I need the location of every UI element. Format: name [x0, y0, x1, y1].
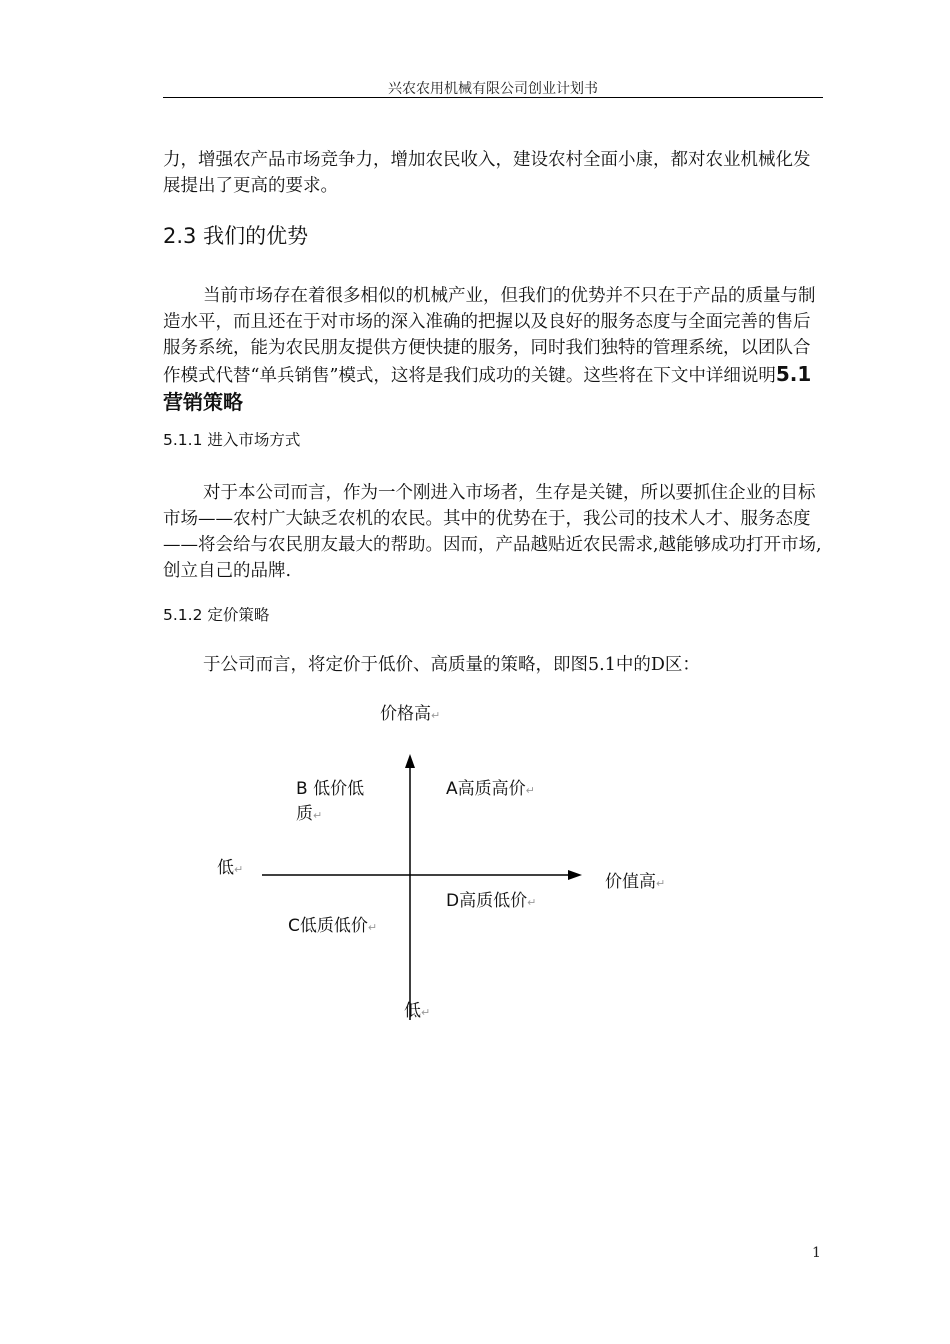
axis-label-left: 低↵ — [217, 858, 244, 878]
axis-label-right: 价值高↵ — [605, 872, 666, 892]
vertical-axis-arrow — [405, 754, 415, 768]
horizontal-axis-arrow — [568, 870, 582, 880]
paragraph-market-entry: 对于本公司而言，作为一个刚进入市场者，生存是关键，所以要抓住企业的目标市场——农村广大缺乏农机的农民。其中的优势在于，我公司的技术人才、服务态度——将会给与农民朋友最大的帮助。因而，产品越贴近农民需求,越能够成功打开市场,创立自己的品牌. — [163, 483, 822, 581]
section-heading-5-1-1: 5.1.1 进入市场方式 — [163, 431, 301, 449]
quadrant-c-label: C低质低价↵ — [288, 916, 378, 936]
pricing-quadrant-diagram — [200, 690, 700, 1040]
paragraph-pricing: 于公司而言，将定价于低价、高质量的策略，即图5.1中的D区： — [203, 655, 700, 675]
page-header-title: 兴农农用机械有限公司创业计划书 — [388, 81, 598, 97]
header-divider — [163, 97, 823, 98]
quadrant-b-label: B 低价低 质↵ — [296, 779, 365, 824]
quadrant-axes — [200, 690, 700, 1040]
axis-label-bottom: 低↵ — [404, 1001, 431, 1021]
paragraph-advantages — [163, 283, 825, 417]
quadrant-a-label: A高质高价↵ — [446, 779, 535, 799]
axis-label-top: 价格高↵ — [380, 704, 441, 724]
paragraph-continuation: 力，增强农产品市场竞争力，增加农民收入，建设农村全面小康，都对农业机械化发展提出了更高的要求。 — [163, 150, 811, 196]
page-number: 1 — [812, 1245, 821, 1261]
section-heading-5-1-2: 5.1.2 定价策略 — [163, 606, 270, 624]
section-heading-2-3: 2.3 我们的优势 — [163, 224, 309, 248]
quadrant-d-label: D高质低价↵ — [446, 891, 537, 911]
section-heading-5-1: 5.1 营销策略 — [163, 362, 812, 414]
paragraph-advantages-text: 当前市场存在着很多相似的机械产业，但我们的优势并不只在于产品的质量与制造水平，而且还在于对市场的深入准确的把握以及良好的服务态度与全面完善的售后服务系统，能为农民朋友提供方便快捷的服务，同时我们独特的管理系统，以团队合作模式代替“单兵销售”模式，这将是我们成功的关键。这些将在下文中详细说明 — [163, 286, 816, 386]
